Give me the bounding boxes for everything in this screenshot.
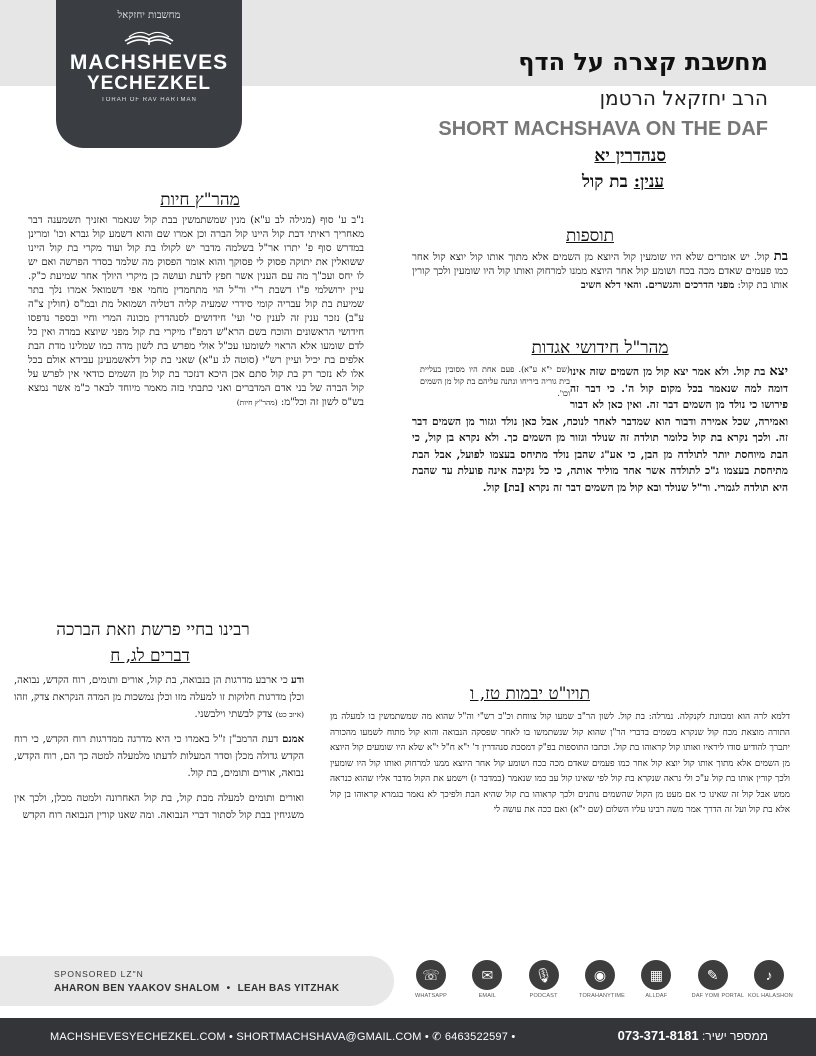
tosafos-text	[412, 250, 788, 293]
tyt-heading: תויו"ט יבמות טז, ו	[469, 684, 591, 704]
rabbeinu-p2-lead: אמנם	[282, 734, 304, 745]
whatsapp-number[interactable]: 6463522597	[444, 1031, 509, 1043]
rabbeinu-p1-lead: ודע	[290, 675, 305, 686]
topic-value: בת קול	[581, 172, 628, 192]
phone-number[interactable]: 073-371-8181	[617, 1028, 699, 1043]
sponsor-names	[54, 983, 339, 994]
footer-dot: •	[424, 1031, 433, 1043]
podcast-link[interactable]	[523, 960, 565, 1008]
rabbeinu-text	[14, 672, 304, 824]
rabbeinu-paragraph-2	[14, 731, 304, 782]
email-link[interactable]	[466, 960, 508, 1008]
rabbeinu-p1-end: צדק לבשתי וילבשני.	[194, 709, 273, 720]
whatsapp-link[interactable]	[410, 960, 452, 1008]
rabbi-name: הרב יחזקאל הרטמן	[599, 86, 768, 110]
maharitz-source: (מהר"ץ חיות)	[236, 398, 278, 407]
page-title: מחשבת קצרה על הדף	[518, 48, 768, 76]
whatsapp-small-icon: ✆	[432, 1031, 445, 1043]
contact-icons	[410, 960, 793, 1008]
website-link[interactable]: MACHSHEVESYECHEZKEL.COM	[50, 1031, 226, 1043]
email-label: EMAIL	[478, 993, 497, 999]
maharitz-text	[28, 214, 364, 410]
logo-line2: YECHEZKEL	[86, 73, 212, 94]
tosafos-tail: מפני הדרכים והגשרים. והאי דלא חשיב	[580, 280, 735, 291]
kol-halashon-label: KOL HALASHON	[747, 993, 793, 999]
tosafos-body: קול. יש אומרים שלא היו שומעין קול היוצא מן השמים אלא מתוך אותו קול יוצא קול אחר כמו פעמים שאדם מכה בכח ושומע קול אחר היוצא ממנו למרחוק ואותו קול היו שומעין ולכך קורין אותו בת קול:	[412, 252, 788, 291]
footer-bar	[0, 1018, 816, 1056]
book-icon	[56, 25, 242, 51]
maharal-body-2: נולד מן השמים דבר זה. ואין כאן לא דבור ואמירה, שכל אמירה ודבור הוא שמדבר לאחר לנוכח, אבל כאן נולד וגזור מן השמים דבר זה. ולכך נקרא בת קול כלומר תולדה זה שנולד וגזור מן השמים כך. ולא נקרא בן קול, כי הבת מיוחסת יותר לתולדה מן הבן, כי אע"ג שהבן נולד מתיחס בעצמו לפועל, אבל הבת מתיחסת בעצמו ג"כ לתולדה אשר אחד מוליד אותה, כי כל נקיבה אינה פועלת עד שהבת היא תולדה לגמרי. ור"ל שנולד ובא קול מן השמים דבר זה נקרא [בת] קול.	[412, 399, 788, 494]
topic-label: ענין:	[633, 172, 664, 192]
maharal-body-1: בת קול. ולא אמר יצא קול מן השמים שזה אינו דומה למה שנאמר בכל מקום קול ה'. כי דבר זה פירושו כי	[570, 366, 788, 411]
logo-hebrew: מחשבות יחזקאל	[117, 10, 181, 21]
kol-halashon-link[interactable]	[747, 960, 793, 1008]
footer-dot: •	[229, 1031, 237, 1043]
tyt-text: דלמא לרה הוא ומכוונת לקנקלה. נמרלה: בת קול. לשון הר"ב שמעו קול צווחת וכ"כ רש"י וה"ל שהוא מה שמשתמשין בו למעלה מן התורה מוצאת מכח קול שנקרא בשמים בדברי הר"ן שהוא קול שנשתמשו בו לאחר שפסקה הנבואה והוא קול מתוח לשמעו מהכורה יתברך להודיע סודו ליראיו ואותו קול קראוהו בת קול. וכתבו התוספות בפ"ק דמסכת סנהדרין ד' י"א ח"ל י"א שלא היו שומעים קול היוצא מן השמים אלא מתוך אותו קול יוצא קול אחר כמו פעמים שאדם מכה בכח ושומע קול אחר היוצא ממנו למרחוק ואותו קול היו שומעין ולכך קורין אותו בת קול ע"כ ולי נראה שנקרא בת קול לפי שאינו קול עב כמו שנאמר (במדבר ז) וישמע את הקול מדבר אליו שהוא כנראה ממש אבל קול זה שאינו כי אם מעט מן הקול שהשמים נותנים ולכך קראוהו בת קול שהיא הבת ולפיכך לא נאמר בגמרא קראוהו בן קול אלא בת קול ועל זה הדרך אמר משה רבינו עליו השלום (שם י"א) ואם ככה את עושה לי	[330, 712, 790, 815]
maharitz-body: נ"ב ע' סוף (מגילה לב ע"א) מנין שמשתמשין בבת קול שנאמר ואזניך תשמענה דבר מאחריך ראיתי דבת קול היינו קול הברה וכן אמרו שם והוא דשמע קול גברא וכו' ומרינן במדרש סוף פ' יתרו אר"ל בשלמה מדבר יש לקולו בת קול ועוד מקרי בת קול היינו ששואלין את יתוקה פסוק לי פסוקך והוא אומר הפסוק מה שלמד בסדר הפרשה ואם יש לו יחס ועכ"ך מה עם הענין אשר חפץ לדעת ועושה כן מיקרי היולך אחר שמיעת כ"ק. עיין ירושלמי פ"ו דשבת ר"י ור"ל הוי מתחמדין מחמי אפי דשמואל אמרו נלך בתר שמיעת בת קול עבריה קומי סידרי שמעיה קליה דטליה ושמואל מת ובמ"ס (חולין צ"ה ע"ב) נזכר ענין זה לענין סי' ועי' חידושים לסנהדרין מכונה המרי וחיי ובספר נדפסו חידושי הראשונים והוכח בשם הרא"ש דמפ"ז מיקרי בת קול מפני שיוצא במדה ואין כל לדם שומעו אלא הראוי לשומעו עכ"ל אולי מפרש בת לשון מדה כמו שמלינו מדת הבת אלפים בת יכיל ועיין רש"י (סוטה לג ע"א) שאני בת קול דלאשמעינן עבידא אולם בכל אלו לא נזכר רק בת קול סתם אכן היכא דנזכר בת קול מן השמים כודאי אין לפרש על קול הברה של בני אדם המדברים ואני כתבתי בזה מאמר מיוחד לבאר כ"מ אשר נמצא בש"ס לשון זה וכל"מ:	[28, 215, 364, 408]
logo-line1: MACHSHEVES	[69, 51, 229, 74]
footer-phone	[618, 1028, 768, 1043]
daf-yomi-portal-icon: ✎	[698, 960, 728, 990]
daf-yomi-portal-link[interactable]	[691, 960, 745, 1008]
sponsor-label: SPONSORED LZ"N	[54, 969, 144, 979]
sponsor-separator: •	[226, 983, 231, 994]
podcast-icon: 🎙	[529, 960, 559, 990]
maharal-inset: (שם י"א ע"א). פעם אחת היו מסובין בעליית בית גוריה ביריחו ונתנה עליהם בת קול מן השמים וכו'.	[420, 365, 570, 398]
rabbeinu-paragraph-1	[14, 672, 304, 723]
sponsor-banner	[0, 956, 394, 1006]
maharal-heading: מהר"ל חידושי אגדות	[531, 338, 669, 358]
sponsor-name-1: AHARON BEN YAAKOV SHALOM	[54, 983, 220, 994]
kol-halashon-icon: ♪	[754, 960, 784, 990]
whatsapp-label: WHATSAPP	[414, 993, 448, 999]
english-title: SHORT MACHSHAVA ON THE DAF	[438, 118, 768, 140]
tractate-label: סנהדרין יא	[594, 146, 666, 166]
daf-yomi-portal-label: DAF YOMI PORTAL	[691, 993, 745, 999]
rabbeinu-subheading: דברים לג, ח	[110, 646, 190, 666]
rabbeinu-heading: רבינו בחיי פרשת וזאת הברכה	[56, 620, 250, 640]
tosafos-heading: תוספות	[565, 226, 614, 246]
tosafos-lead: בת	[773, 249, 788, 264]
phone-label: ממספר ישיר:	[701, 1029, 768, 1043]
logo-tagline: TORAH OF RAV HARTMAN	[101, 97, 197, 103]
alldaf-icon: ▦	[641, 960, 671, 990]
alldaf-link[interactable]	[635, 960, 677, 1008]
alldaf-label: ALLDAF	[645, 993, 668, 999]
rabbeinu-p1-body: כי ארבע מדרגות הן בנבואה, בת קול, אורים ותומים, רוח הקדש, נבואה, וכלן מדרגות חלוקות זו למעלה מזו וכלן נמשכות מן המדה הנקראת צדק, וזהו	[14, 675, 304, 703]
maharal-lead: יצא	[769, 364, 788, 379]
maharitz-heading: מהר"ץ חיות	[160, 190, 240, 210]
rabbeinu-paragraph-3: ואורים ותומים למעלה מבת קול, בת קול האחרונה ולמטה מכלן, ולכך אין משגיחין בבת קול לסתור דברי הנבואה. ומה שאנו קורין הנבואה רוח הקדש	[14, 793, 304, 821]
logo	[56, 0, 242, 148]
podcast-label: PODCAST	[529, 993, 558, 999]
rabbeinu-p2-body: דעת הרמב"ן ז"ל באמרו כי היא מדרגה ממדרגות רוח הקדש, כי רוח הקדש גדולה מכלן וסדר המעלות לדעתו מלמעלה למטה כך הם, רוח הקדש, נבואה, אורים ותומים, בת קול.	[14, 734, 304, 779]
footer-dot: •	[511, 1031, 516, 1043]
torahanytime-link[interactable]	[578, 960, 625, 1008]
torahanytime-icon: ◉	[585, 960, 615, 990]
sponsor-name-2: LEAH BAS YITZHAK	[237, 983, 340, 994]
email-address-link[interactable]: SHORTMACHSHAVA@GMAIL.COM	[236, 1031, 422, 1043]
email-icon: ✉	[472, 960, 502, 990]
rabbeinu-p1-source: (איוב כט)	[275, 710, 304, 719]
topic-line	[582, 172, 664, 192]
torahanytime-label: TORAHANYTIME	[578, 993, 625, 999]
whatsapp-icon: ☏	[416, 960, 446, 990]
maharal-text	[412, 364, 788, 496]
footer-contacts	[50, 1030, 515, 1043]
